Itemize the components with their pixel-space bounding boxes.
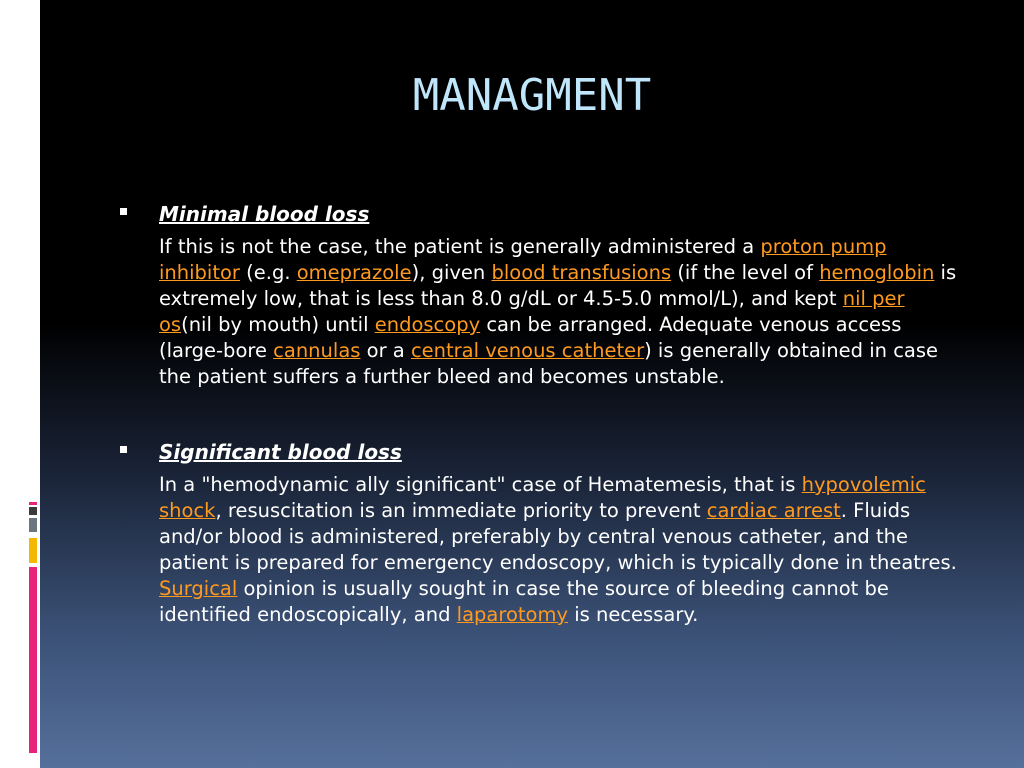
hyperlink[interactable]: laparotomy bbox=[456, 603, 568, 626]
accent-stripe-gray bbox=[29, 518, 37, 532]
section-paragraph bbox=[159, 234, 958, 390]
hyperlink[interactable]: endoscopy bbox=[374, 313, 481, 336]
slide-content bbox=[118, 200, 958, 628]
accent-stripe-yellow bbox=[29, 538, 37, 563]
slide-title: MANAGMENT bbox=[412, 70, 652, 121]
hyperlink[interactable]: cardiac arrest bbox=[706, 499, 841, 522]
section-heading: Significant blood loss bbox=[159, 440, 402, 464]
accent-stripe-thin bbox=[29, 502, 37, 505]
paragraph-text: In a "hemodynamic ally significant" case of Hematemesis, that is bbox=[159, 473, 802, 496]
paragraph-text: ), given bbox=[411, 261, 492, 284]
hyperlink[interactable]: proton pump inhibitor bbox=[159, 235, 887, 284]
accent-stripe-pink bbox=[29, 567, 37, 753]
left-sidebar-bar bbox=[0, 0, 40, 768]
paragraph-text: (nil by mouth) until bbox=[181, 313, 375, 336]
paragraph-text: is necessary. bbox=[568, 603, 699, 626]
section-heading: Minimal blood loss bbox=[159, 202, 370, 226]
paragraph-text: (e.g. bbox=[239, 261, 297, 284]
paragraph-text: If this is not the case, the patient is generally administered a bbox=[159, 235, 761, 258]
paragraph-text: opinion is usually sought in case the source of bleeding cannot be identified endoscopically, and bbox=[159, 577, 889, 626]
paragraph-text: . Fluids and/or blood is administered, preferably by central venous catheter, and the patient is prepared for emergency endoscopy, which is typically done in theatres. bbox=[159, 499, 957, 574]
paragraph-text: is extremely low, that is less than 8.0 g/dL or 4.5-5.0 mmol/L), and kept bbox=[159, 261, 957, 310]
square-bullet-icon bbox=[120, 446, 127, 453]
hyperlink[interactable]: central venous catheter bbox=[410, 339, 645, 362]
hyperlink[interactable]: Surgical bbox=[159, 577, 238, 600]
paragraph-text: ) is generally obtained in case the patient suffers a further bleed and becomes unstable. bbox=[159, 339, 939, 388]
paragraph-text: can be arranged. Adequate venous access (large-bore bbox=[159, 313, 902, 362]
accent-stripe-dark bbox=[29, 507, 37, 515]
bullet-item-minimal-blood-loss bbox=[118, 200, 958, 390]
section-paragraph bbox=[159, 472, 958, 628]
paragraph-text: , resuscitation is an immediate priority to prevent bbox=[215, 499, 707, 522]
hyperlink[interactable]: hypovolemic shock bbox=[159, 473, 926, 522]
bullet-item-significant-blood-loss bbox=[118, 438, 958, 628]
hyperlink[interactable]: omeprazole bbox=[296, 261, 412, 284]
paragraph-text: (if the level of bbox=[671, 261, 820, 284]
hyperlink[interactable]: blood transfusions bbox=[491, 261, 672, 284]
hyperlink[interactable]: nil per os bbox=[159, 287, 905, 336]
hyperlink[interactable]: cannulas bbox=[273, 339, 361, 362]
square-bullet-icon bbox=[120, 208, 127, 215]
paragraph-text: or a bbox=[360, 339, 411, 362]
hyperlink[interactable]: hemoglobin bbox=[819, 261, 935, 284]
